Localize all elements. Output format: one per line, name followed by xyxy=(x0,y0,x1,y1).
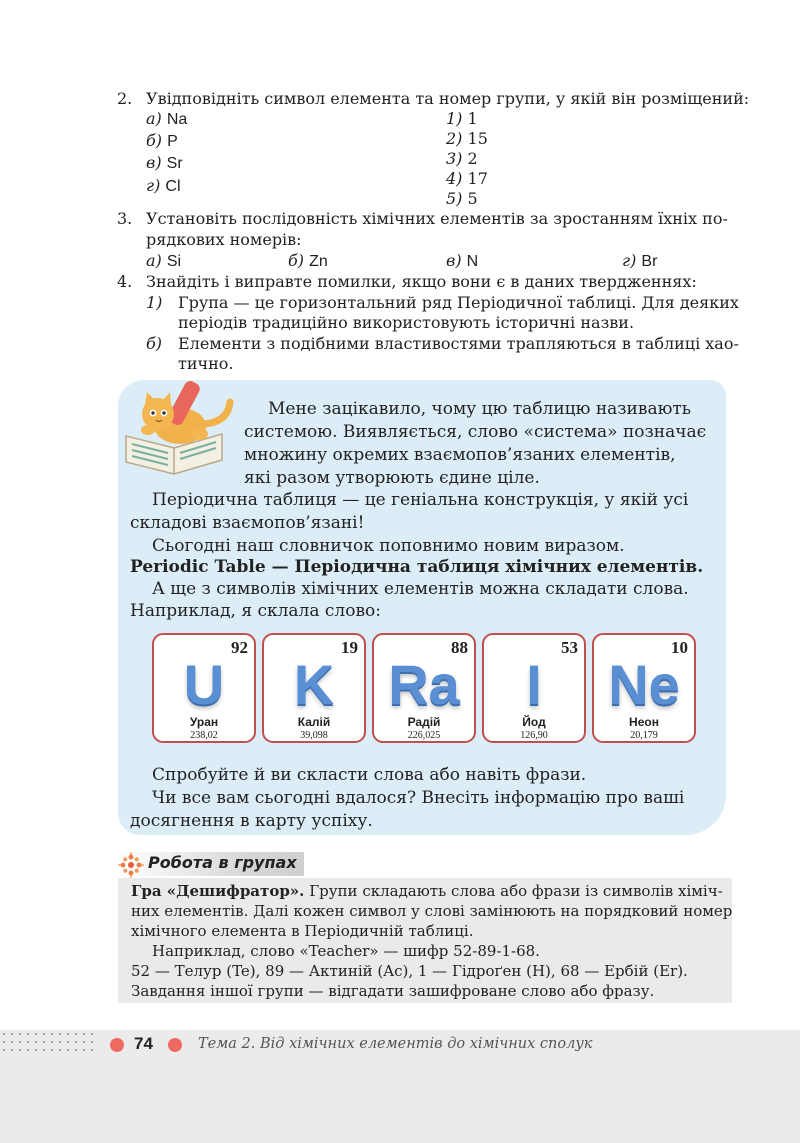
answer-label: 5) xyxy=(446,189,463,208)
group-text: хімічного елемента в Періодичній таблиці. xyxy=(131,922,474,940)
element-card-neon xyxy=(592,633,696,743)
answer-value: 15 xyxy=(467,129,488,148)
option-value: Zn xyxy=(309,253,328,270)
page-marker-right xyxy=(168,1038,182,1052)
option-label: г) xyxy=(622,251,637,270)
element-card-potassium xyxy=(262,633,366,743)
option-value: N xyxy=(466,253,479,270)
answer-label: 2) xyxy=(446,129,463,148)
q2-answer xyxy=(446,128,488,149)
group-text xyxy=(131,881,723,902)
q2-answer xyxy=(446,108,478,129)
q3-number: 3. xyxy=(117,209,133,228)
q2-answer xyxy=(446,168,488,189)
group-work-title: Робота в групах xyxy=(148,853,297,872)
answer-value: 17 xyxy=(467,169,488,188)
q3-option xyxy=(288,250,328,272)
option-label: б) xyxy=(288,251,305,270)
page-number: 74 xyxy=(134,1034,153,1053)
q4-item-text: Група — це горизонтальний ряд Періодичної таблиці. Для деяких xyxy=(178,293,739,312)
q4-item-label: 1) xyxy=(146,293,163,312)
atomic-number: 53 xyxy=(561,638,578,657)
answer-value: 1 xyxy=(467,109,478,128)
box-text: Спробуйте й ви скласти слова або навіть фрази. xyxy=(152,765,587,785)
group-text: Наприклад, слово «Teacher» — шифр 52-89-1-68. xyxy=(152,942,540,960)
box-text: складові взаємопов’язані! xyxy=(130,513,365,533)
q3-text-line2: рядкових номерів: xyxy=(146,230,302,249)
option-value: Br xyxy=(641,253,658,270)
box-text: Сьогодні наш словничок поповнимо новим виразом. xyxy=(152,536,625,556)
q3-option xyxy=(622,250,657,272)
answer-label: 3) xyxy=(446,149,463,168)
q2-text: Увідповідніть символ елемента та номер групи, у якій він розміщений: xyxy=(146,89,750,108)
element-name: Неон xyxy=(629,715,659,729)
element-card-iodine xyxy=(482,633,586,743)
q4-item-label: б) xyxy=(146,334,163,353)
atomic-mass: 238,02 xyxy=(190,730,218,741)
option-label: а) xyxy=(146,109,162,128)
element-symbol: K xyxy=(293,653,335,716)
atomic-mass: 39,098 xyxy=(300,730,328,741)
element-name: Калій xyxy=(297,715,331,729)
box-text: які разом утворюють єдине ціле. xyxy=(244,468,540,488)
option-label: в) xyxy=(446,251,462,270)
group-text: 52 — Телур (Te), 89 — Актиній (Ac), 1 — Гідроґен (H), 68 — Ербій (Er). xyxy=(131,962,688,980)
element-symbol: Ra xyxy=(388,653,460,716)
q4-text: Знайдіть і виправте помилки, якщо вони є в даних твердженнях: xyxy=(146,272,697,291)
element-symbol: I xyxy=(526,653,542,716)
footer-topic: Тема 2. Від хімічних елементів до хімічних сполук xyxy=(198,1036,593,1052)
option-label: в) xyxy=(146,153,162,172)
q3-option xyxy=(446,250,478,272)
atomic-mass: 226,025 xyxy=(407,730,441,741)
atomic-number: 88 xyxy=(451,638,468,657)
q3-text-line1: Установіть послідовність хімічних елементів за зростанням їхніх по- xyxy=(146,209,728,228)
q2-option xyxy=(146,152,183,174)
box-text: А ще з символів хімічних елементів можна складати слова. xyxy=(152,579,689,599)
game-title: Гра «Дешифратор». xyxy=(131,882,305,900)
element-name: Радій xyxy=(407,715,441,729)
group-dots-icon xyxy=(118,852,144,878)
answer-value: 5 xyxy=(467,189,478,208)
cat-reading-book-illustration xyxy=(118,378,246,478)
q4-number: 4. xyxy=(117,272,133,291)
element-card-radium xyxy=(372,633,476,743)
group-text: них елементів. Далі кожен символ у слові замінюють на порядковий номер xyxy=(131,902,733,920)
option-value: Cl xyxy=(165,178,181,195)
box-text: Періодична таблиця — це геніальна конструкція, у якій усі xyxy=(152,490,689,510)
element-name: Йод xyxy=(522,715,546,729)
element-name: Уран xyxy=(189,715,219,729)
option-value: Na xyxy=(166,111,188,128)
element-symbol: U xyxy=(183,653,225,716)
box-text: множину окремих взаємопов’язаних елементів, xyxy=(244,445,676,465)
answer-value: 2 xyxy=(467,149,478,168)
glossary-term: Periodic Table — Періодична таблиця хімічних елементів. xyxy=(130,557,704,577)
option-label: а) xyxy=(146,251,162,270)
atomic-mass: 126,90 xyxy=(520,730,548,741)
box-text: досягнення в карту успіху. xyxy=(130,811,373,831)
option-value: P xyxy=(167,133,178,150)
option-label: б) xyxy=(146,131,163,150)
atomic-number: 92 xyxy=(231,638,248,657)
answer-label: 1) xyxy=(446,109,463,128)
atomic-number: 19 xyxy=(341,638,358,657)
element-symbol: Ne xyxy=(608,653,680,716)
page-marker-left xyxy=(110,1038,124,1052)
q2-option xyxy=(146,175,181,197)
q2-option xyxy=(146,108,187,130)
q2-answer xyxy=(446,188,478,209)
q2-number: 2. xyxy=(117,89,133,108)
q2-option xyxy=(146,130,178,152)
box-text: Чи все вам сьогодні вдалося? Внесіть інформацію про ваші xyxy=(152,788,685,808)
option-value: Si xyxy=(166,253,182,270)
q4-item-text: тично. xyxy=(178,354,234,373)
option-label: г) xyxy=(146,176,161,195)
atomic-number: 10 xyxy=(671,638,688,657)
group-text: Завдання іншої групи — відгадати зашифроване слово або фразу. xyxy=(131,982,655,1000)
q4-item-text: періодів традиційно використовують історичні назви. xyxy=(178,313,635,332)
group-text-part: Групи складають слова або фрази із символів хіміч- xyxy=(309,882,723,900)
answer-label: 4) xyxy=(446,169,463,188)
box-text: системою. Виявляється, слово «система» позначає xyxy=(244,422,707,442)
q2-answer xyxy=(446,148,478,169)
q4-item-text: Елементи з подібними властивостями трапляються в таблиці хао- xyxy=(178,334,739,353)
box-text: Мене зацікавило, чому цю таблицю називають xyxy=(268,399,692,419)
atomic-mass: 20,179 xyxy=(630,730,658,741)
option-value: Sr xyxy=(166,155,183,172)
dots-pattern xyxy=(0,1030,100,1060)
element-card-uranium xyxy=(152,633,256,743)
q3-option xyxy=(146,250,181,272)
box-text: Наприклад, я склала слово: xyxy=(130,601,381,621)
